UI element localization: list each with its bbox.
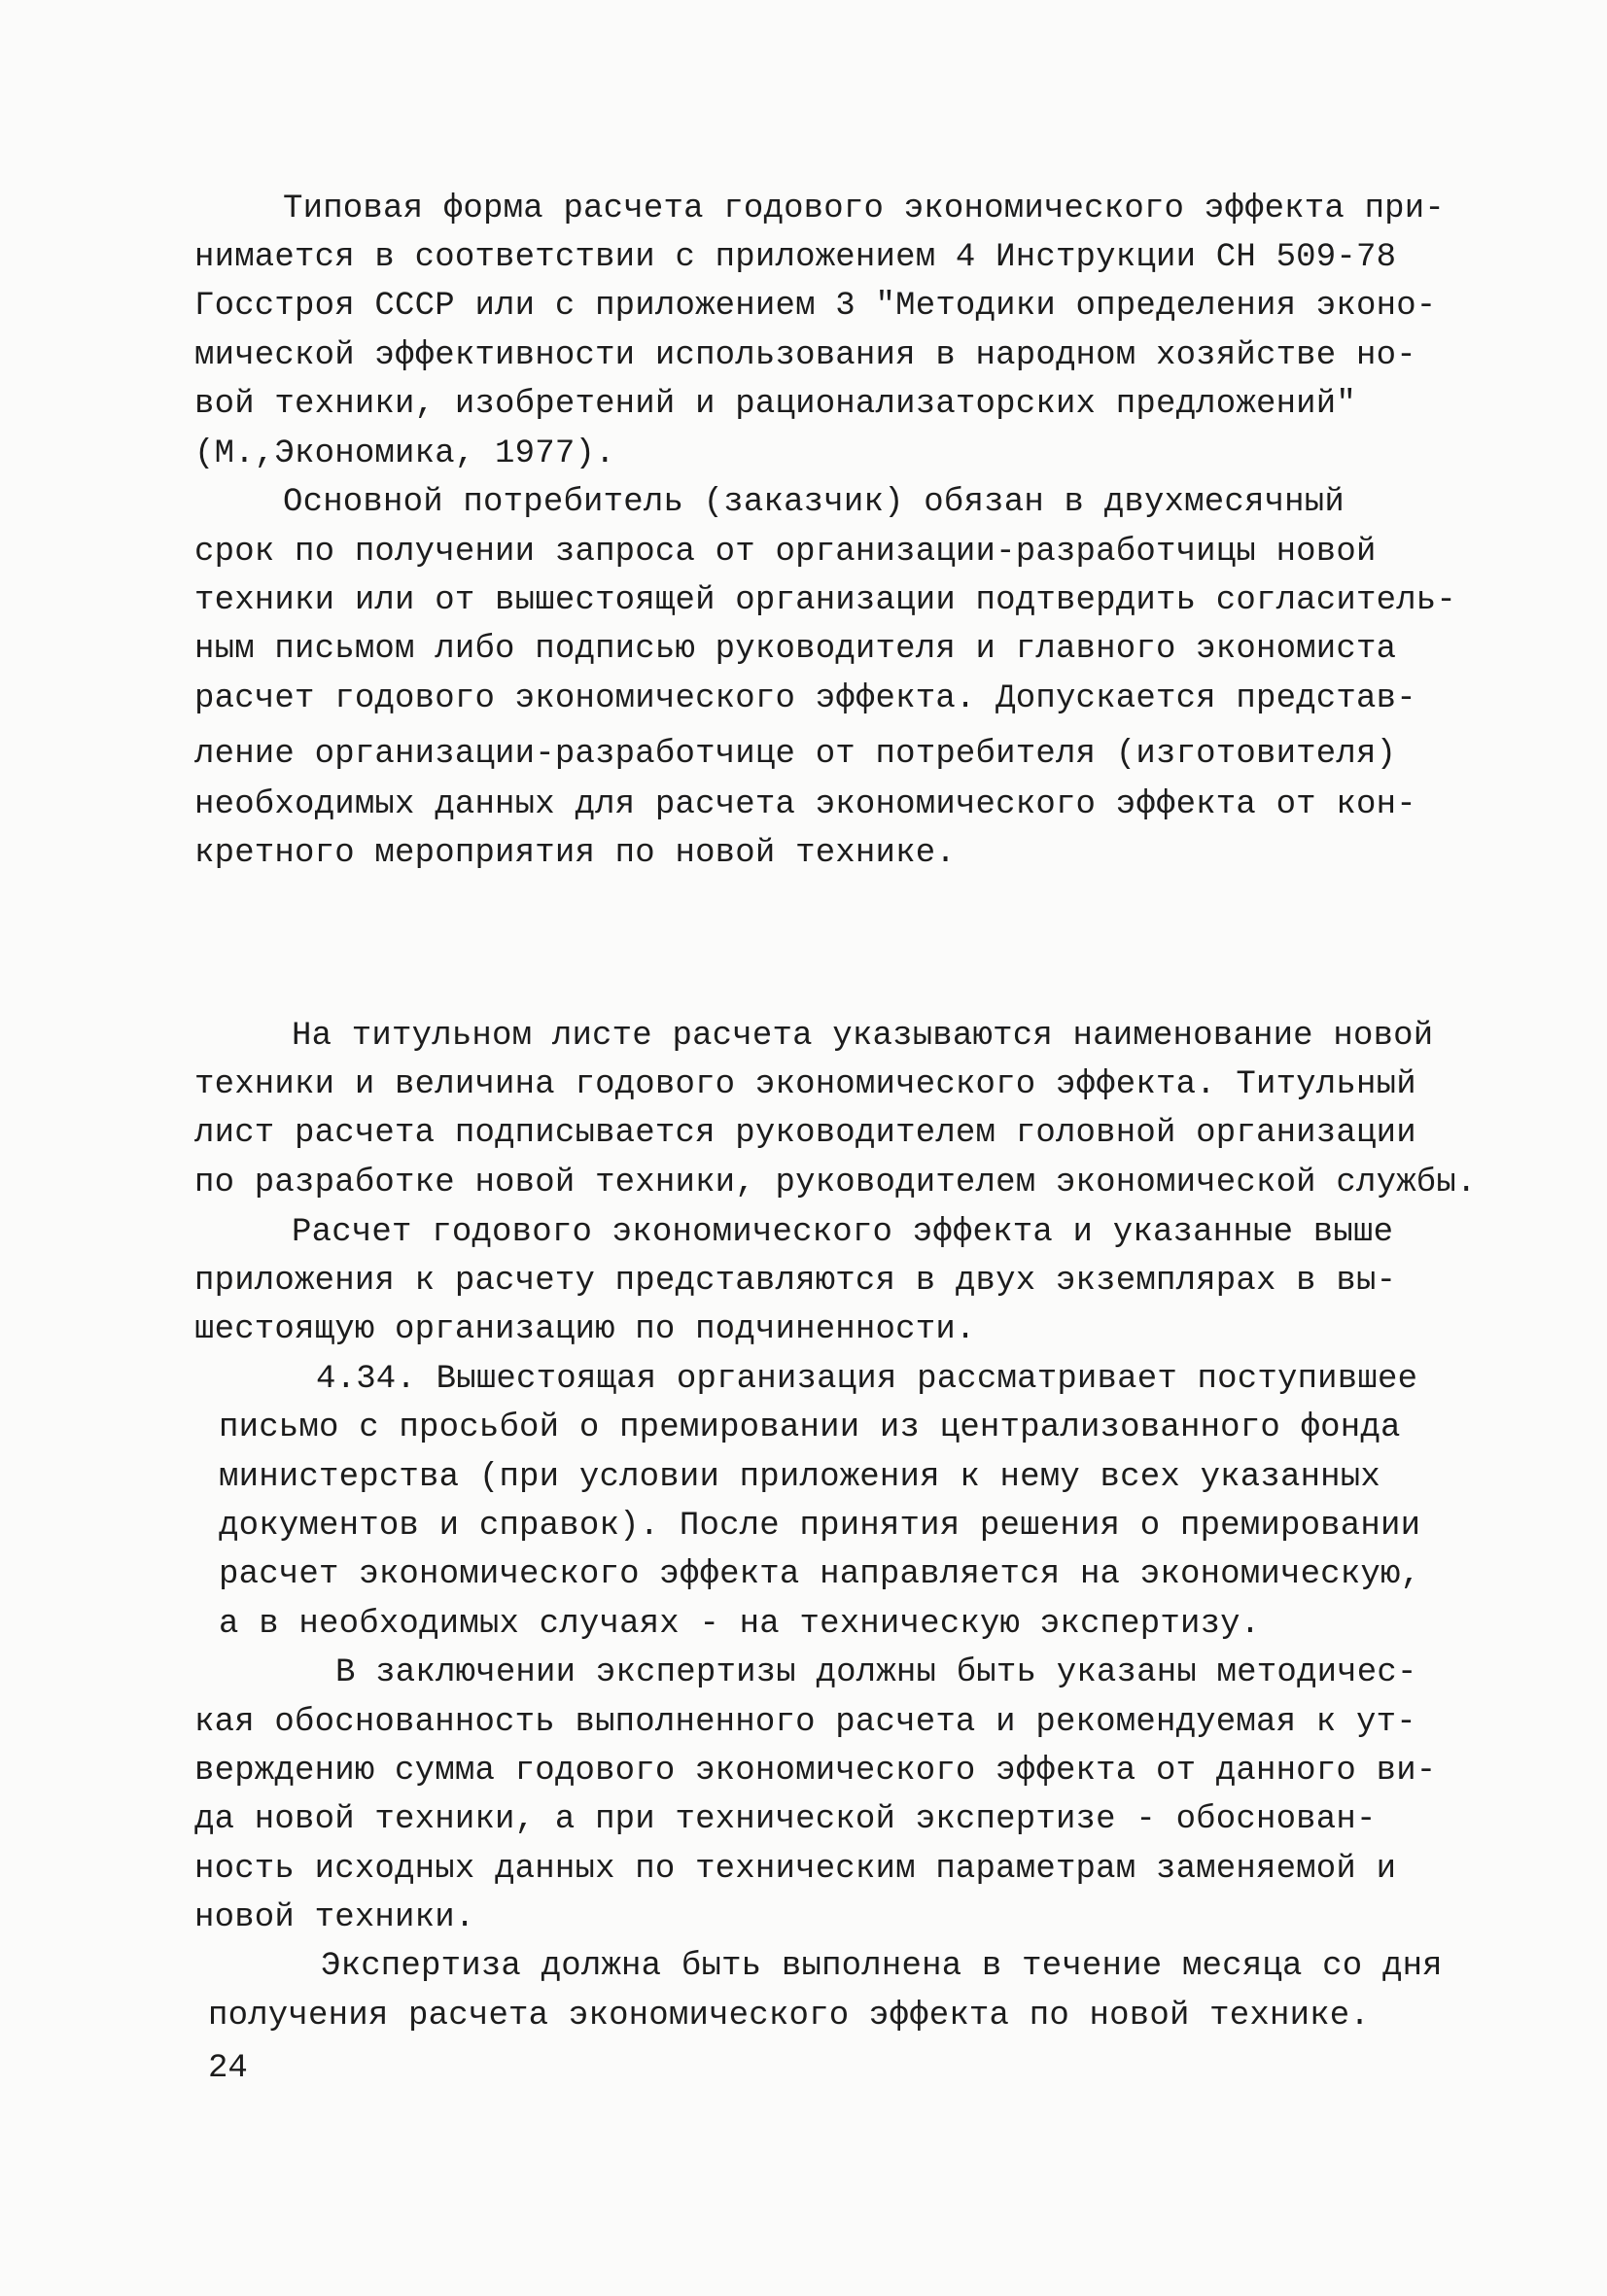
- text-line: лист расчета подписывается руководителем головной организации: [194, 1115, 1416, 1152]
- text-line: кретного мероприятия по новой технике.: [194, 835, 956, 872]
- text-line: верждению сумма годового экономического эффекта от данного ви-: [194, 1753, 1437, 1790]
- text-line: мической эффективности использования в народном хозяйстве но-: [194, 337, 1416, 374]
- text-line: приложения к расчету представляются в двух экземплярах в вы-: [194, 1263, 1397, 1300]
- text-line: вой техники, изобретений и рационализаторских предложений": [194, 386, 1356, 423]
- text-line: расчет годового экономического эффекта. Допускается представ-: [194, 680, 1416, 717]
- text-line: новой техники.: [194, 1899, 475, 1936]
- text-line: Госстроя СССР или с приложением 3 "Методики определения эконо-: [194, 288, 1437, 325]
- text-line: ление организации-разработчице от потребителя (изготовителя): [194, 736, 1397, 773]
- text-line: да новой техники, а при технической экспертизе - обоснован-: [194, 1801, 1377, 1838]
- text-line: 4.34. Вышестоящая организация рассматривает поступившее: [316, 1361, 1418, 1398]
- text-line: В заключении экспертизы должны быть указаны методичес-: [335, 1654, 1417, 1691]
- text-line: министерства (при условии приложения к нему всех указанных: [219, 1459, 1380, 1496]
- text-line: получения расчета экономического эффекта по новой технике.: [208, 1998, 1370, 2035]
- text-line: срок по получении запроса от организации-разработчицы новой: [194, 534, 1377, 571]
- text-line: а в необходимых случаях - на техническую экспертизу.: [219, 1606, 1261, 1643]
- page-number: 24: [208, 2050, 248, 2087]
- text-line: техники и величина годового экономического эффекта. Титульный: [194, 1066, 1416, 1103]
- text-line: кая обоснованность выполненного расчета и рекомендуемая к ут-: [194, 1704, 1416, 1741]
- text-line: (М.,Экономика, 1977).: [194, 435, 615, 472]
- text-line: Основной потребитель (заказчик) обязан в двухмесячный: [283, 484, 1345, 521]
- text-line: нимается в соответствии с приложением 4 Инструкции СН 509-78: [194, 239, 1397, 276]
- text-line: ность исходных данных по техническим параметрам заменяемой и: [194, 1851, 1397, 1888]
- text-line: Экспертиза должна быть выполнена в течение месяца со дня: [321, 1948, 1443, 1985]
- text-line: Типовая форма расчета годового экономического эффекта при-: [283, 191, 1445, 227]
- text-line: техники или от вышестоящей организации подтвердить согласитель-: [194, 582, 1457, 619]
- text-line: Расчет годового экономического эффекта и указанные выше: [292, 1214, 1394, 1251]
- text-line: по разработке новой техники, руководителем экономической службы.: [194, 1165, 1477, 1201]
- text-line: необходимых данных для расчета экономического эффекта от кон-: [194, 786, 1416, 823]
- text-line: шестоящую организацию по подчиненности.: [194, 1311, 976, 1348]
- text-line: письмо с просьбой о премировании из централизованного фонда: [219, 1409, 1401, 1446]
- text-line: документов и справок). После принятия решения о премировании: [219, 1508, 1421, 1545]
- text-line: ным письмом либо подписью руководителя и главного экономиста: [194, 631, 1397, 668]
- text-line: На титульном листе расчета указываются наименование новой: [292, 1018, 1434, 1055]
- text-line: расчет экономического эффекта направляется на экономическую,: [219, 1556, 1421, 1593]
